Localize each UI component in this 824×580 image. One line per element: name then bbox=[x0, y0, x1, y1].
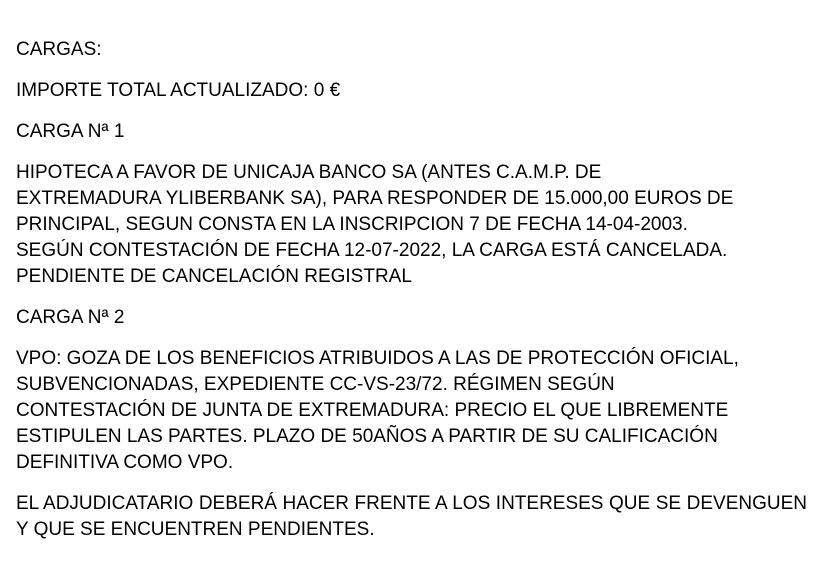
carga-2-title: CARGA Nª 2 bbox=[16, 307, 125, 328]
carga-2-line: CONTESTACIÓN DE JUNTA DE EXTREMADURA: PRECIO EL QUE LIBREMENTE bbox=[16, 400, 729, 421]
closing-paragraph: EL ADJUDICATARIO DEBERÁ HACER FRENTE A LOS INTERESES QUE SE DEVENGUEN Y QUE SE ENCUENTREN PENDIENTES. bbox=[16, 493, 807, 540]
carga-2-description bbox=[16, 346, 807, 476]
carga-1-line: SEGÚN CONTESTACIÓN DE FECHA 12-07-2022, LA CARGA ESTÁ CANCELADA. bbox=[16, 240, 728, 261]
carga-1-line: HIPOTECA A FAVOR DE UNICAJA BANCO SA (ANTES C.A.M.P. DE bbox=[16, 162, 602, 183]
document-body bbox=[16, 37, 807, 558]
carga-1-description bbox=[16, 160, 807, 290]
carga-1-title: CARGA Nª 1 bbox=[16, 121, 125, 142]
cargas-heading: CARGAS: bbox=[16, 39, 102, 60]
carga-2-line: ESTIPULEN LAS PARTES. PLAZO DE 50AÑOS A PARTIR DE SU CALIFICACIÓN bbox=[16, 426, 718, 447]
carga-1-line: PENDIENTE DE CANCELACIÓN REGISTRAL bbox=[16, 266, 412, 287]
importe-total: IMPORTE TOTAL ACTUALIZADO: 0 € bbox=[16, 80, 341, 101]
carga-2-line: DEFINITIVA COMO VPO. bbox=[16, 452, 234, 473]
carga-1-line: PRINCIPAL, SEGUN CONSTA EN LA INSCRIPCION 7 DE FECHA 14-04-2003. bbox=[16, 214, 688, 235]
carga-2-line: SUBVENCIONADAS, EXPEDIENTE CC-VS-23/72. RÉGIMEN SEGÚN bbox=[16, 374, 615, 395]
carga-2-line: VPO: GOZA DE LOS BENEFICIOS ATRIBUIDOS A LAS DE PROTECCIÓN OFICIAL, bbox=[16, 348, 739, 369]
carga-1-line: EXTREMADURA YLIBERBANK SA), PARA RESPONDER DE 15.000,00 EUROS DE bbox=[16, 188, 734, 209]
